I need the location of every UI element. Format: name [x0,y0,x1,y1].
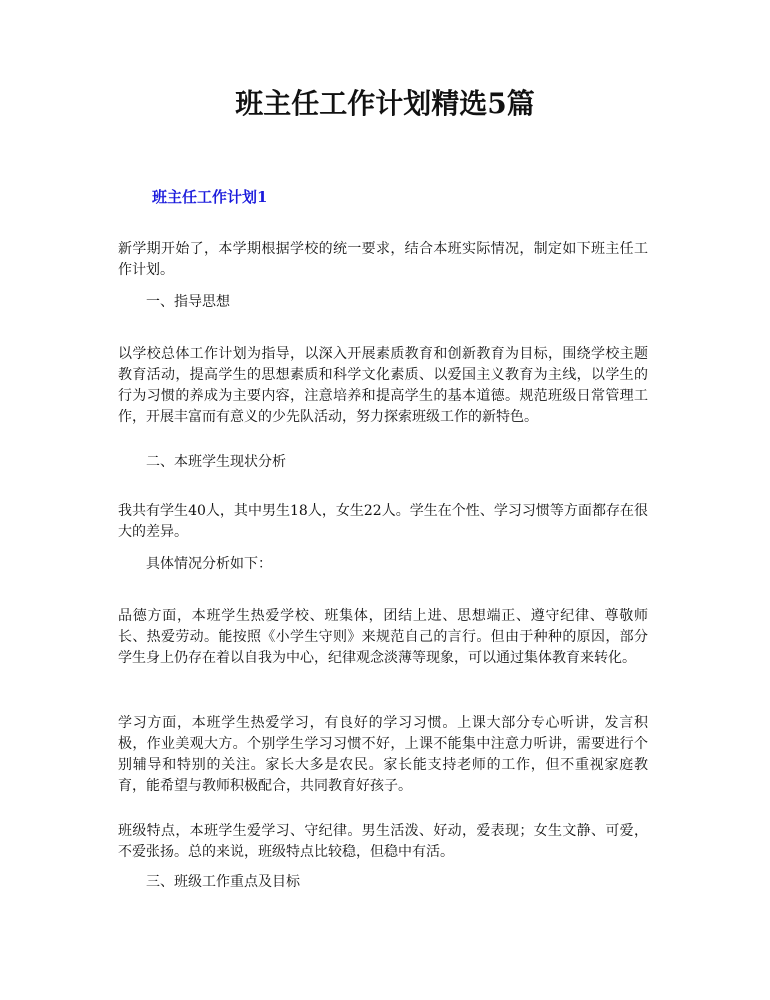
intro-paragraph: 新学期开始了，本学期根据学校的统一要求，结合本班实际情况，制定如下班主任工作计划。 [118,241,648,278]
morality-paragraph: 品德方面，本班学生热爱学校、班集体，团结上进、思想端正、遵守纪律、尊敬师长、热爱劳动。能按照《小学生守则》来规范自己的言行。但由于种种的原因，部分学生身上仍存在着以自我为中心，纪律观念淡薄等现象，可以通过集体教育来转化。 [118,608,648,666]
heading-guiding-thought: 一、指导思想 [146,294,230,310]
heading-work-focus: 三、班级工作重点及目标 [146,874,300,890]
section-heading: 班主任工作计划1 [152,188,268,206]
guiding-thought-paragraph: 以学校总体工作计划为指导，以深入开展素质教育和创新教育为目标，围绕学校主题教育活动，提高学生的思想素质和科学文化素质、以爱国主义教育为主线，以学生的行为习惯的养成为主要内容，注意培养和提高学生的基本道德。规范班级日常管理工作，开展丰富而有意义的少先队活动，努力探索班级工作的新特色。 [118,346,648,425]
study-paragraph: 学习方面，本班学生热爱学习，有良好的学习习惯。上课大部分专心听讲，发言积极，作业美观大方。个别学生学习习惯不好，上课不能集中注意力听讲，需要进行个别辅导和特别的关注。家长大多是农民。家长能支持老师的工作，但不重视家庭教育，能希望与教师积极配合，共同教育好孩子。 [118,715,648,794]
heading-student-analysis: 二、本班学生现状分析 [146,454,286,470]
page-title: 班主任工作计划精选5篇 [235,87,535,120]
analysis-intro: 具体情况分析如下： [146,556,272,572]
student-count-paragraph: 我共有学生40人，其中男生18人，女生22人。学生在个性、学习习惯等方面都存在很大的差异。 [118,503,648,540]
class-traits-paragraph: 班级特点，本班学生爱学习、守纪律。男生活泼、好动，爱表现；女生文静、可爱，不爱张扬。总的来说，班级特点比较稳，但稳中有活。 [118,823,648,860]
